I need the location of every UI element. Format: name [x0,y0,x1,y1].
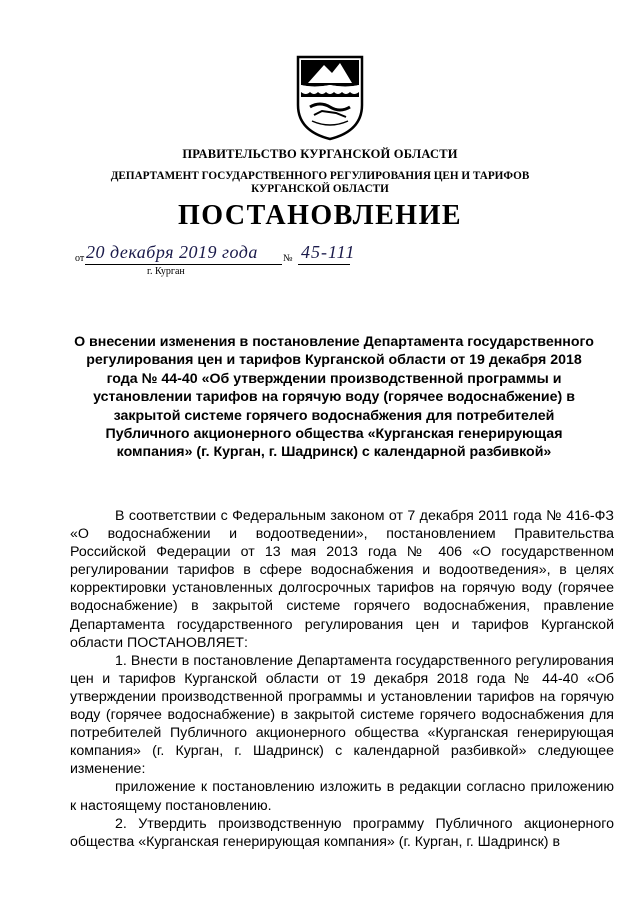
coat-of-arms-emblem [296,55,364,141]
number-underline [298,264,350,265]
city-label: г. Курган [147,266,185,277]
date-underline [85,264,282,265]
date-from-label: от [75,253,85,264]
document-body [70,507,614,851]
document-title: О внесении изменения в постановление Департамента государственного регулирования цен и тарифов Курганской области от 19 декабря 2018 года № 44-40 «Об утверждении производственной программы и установлении тарифов на горячую воду (горячее водоснабжение) в закрытой системе горячего водоснабжения для потребителей Публичного акционерного общества «Курганская генерирующая компания» (г. Курган, г. Шадринск) с календарной разбивкой» [74,334,594,461]
handwritten-date: 20 декабря 2019 года [86,242,258,262]
document-type-heading: ПОСТАНОВЛЕНИЕ [177,200,463,231]
date-number-line [75,242,375,266]
body-paragraph-item-1: 1. Внести в постановление Департамента государственного регулирования цен и тарифов Курганской области от 19 декабря 2018 года № 44-40 «Об утверждении производственной программы и установлении тарифов на горячую воду (горячее водоснабжение) в закрытой системе горячего водоснабжения для потребителей Публичного акционерного общества «Курганская генерирующая компания» (г. Курган, г. Шадринск) с календарной разбивкой» следующее изменение: [70,652,614,778]
body-paragraph-item-2: 2. Утвердить производственную программу Публичного акционерного общества «Курганская генерирующая компания» (г. Курган, г. Шадринск) в [70,815,614,850]
department-name-line1: ДЕПАРТАМЕНТ ГОСУДАРСТВЕННОГО РЕГУЛИРОВАНИЯ ЦЕН И ТАРИФОВ [110,170,530,182]
handwritten-number: 45-111 [301,242,356,262]
government-name: ПРАВИТЕЛЬСТВО КУРГАНСКОЙ ОБЛАСТИ [182,147,458,161]
body-paragraph-preamble: В соответствии с Федеральным законом от 7 декабря 2011 года № 416-ФЗ «О водоснабжении и водоотведении», постановлением Правительства Российской Федерации от 13 мая 2013 года № 406 «О государственном регулировании тарифов в сфере водоснабжения и водоотведения», в целях корректировки установленных долгосрочных тарифов на горячую воду (горячее водоснабжение) в закрытой системе горячего водоснабжения, правление Департамента государственного регулирования цен и тарифов Курганской области ПОСТАНОВЛЯЕТ: [70,508,614,651]
body-paragraph-item-1-detail: приложение к постановлению изложить в редакции согласно приложению к настоящему постановлению. [70,779,614,814]
number-label: № [283,253,293,264]
department-name-line2: КУРГАНСКОЙ ОБЛАСТИ [251,183,389,195]
